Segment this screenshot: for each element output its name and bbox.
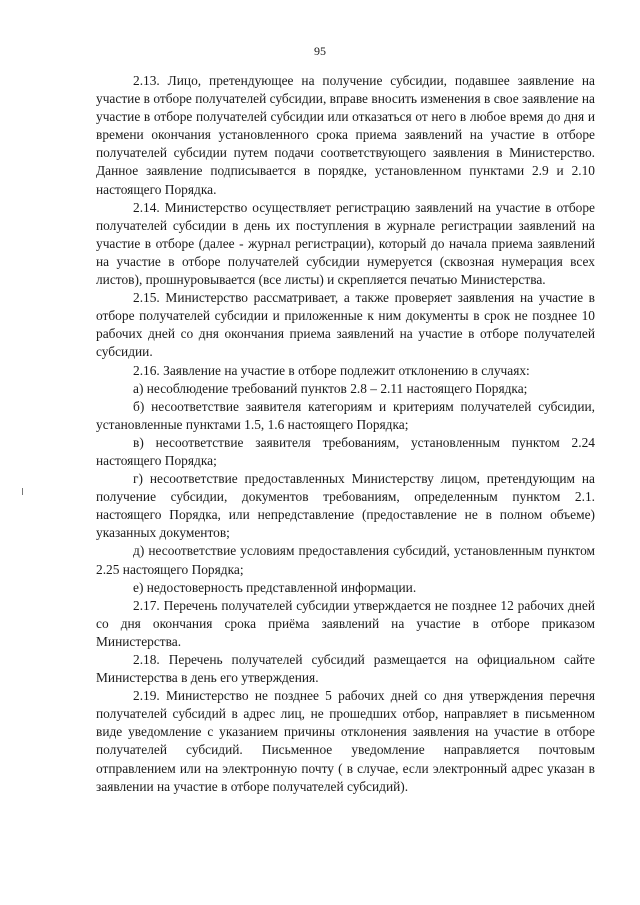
paragraph-2-17: 2.17. Перечень получателей субсидии утверждается не позднее 12 рабочих дней со дня окончания срока приёма заявлений на участие в отборе приказом Министерства. (96, 597, 595, 649)
list-item-g: г) несоответствие предоставленных Министерству лицом, претендующим на получение субсидии, документов требованиям, определенным пунктом 2.1. настоящего Порядка, или непредставление (предоставление не в полном объеме) указанных документов; (96, 471, 595, 541)
list-item-e: е) недостоверность представленной информации. (133, 579, 417, 595)
paragraph-2-14: 2.14. Министерство осуществляет регистрацию заявлений на участие в отборе получателей субсидии в день их поступления в журнале регистрации заявлений на участие в отборе (далее - журнал регистрации), который до начала приема заявлений на участие в отборе получателей субсидии нумеруется (сквозная нумерация всех листов), прошнуровывается (все листы) и скрепляется печатью Министерства. (96, 199, 595, 288)
scan-artifact (22, 488, 23, 495)
list-item-d: д) несоответствие условиям предоставления субсидий, установленным пунктом 2.25 настоящего Порядка; (96, 543, 595, 577)
paragraph-2-16: 2.16. Заявление на участие в отборе подлежит отклонению в случаях: (133, 362, 530, 378)
document-body (96, 72, 595, 796)
paragraph-2-18: 2.18. Перечень получателей субсидий размещается на официальном сайте Министерства в день его утверждения. (96, 652, 595, 686)
list-item-v: в) несоответствие заявителя требованиям, установленным пунктом 2.24 настоящего Порядка; (96, 434, 595, 468)
list-item-a: а) несоблюдение требований пунктов 2.8 – 2.11 настоящего Порядка; (133, 380, 528, 396)
list-item-b: б) несоответствие заявителя категориям и критериям получателей субсидии, установленные пунктами 1.5, 1.6 настоящего Порядка; (96, 398, 595, 432)
paragraph-2-15: 2.15. Министерство рассматривает, а также проверяет заявления на участие в отборе получателей субсидии и приложенные к ним документы в срок не позднее 10 рабочих дней со дня окончания приема заявлений на участие в отборе получателей субсидии. (96, 290, 595, 360)
paragraph-2-19: 2.19. Министерство не позднее 5 рабочих дней со дня утверждения перечня получателей субсидий в адрес лиц, не прошедших отбор, направляет в письменном виде уведомление с указанием причины отклонения заявления на участие в отборе получателей субсидий. Письменное уведомление направляется почтовым отправлением или на электронную почту ( в случае, если электронный адрес указан в заявлении на участие в отборе получателей субсидий). (96, 688, 595, 794)
paragraph-2-13: 2.13. Лицо, претендующее на получение субсидии, подавшее заявление на участие в отборе получателей субсидии, вправе вносить изменения в свое заявление на участие в отборе получателей субсидии или отказаться от него в любое время до дня и времени окончания установленного срока приема заявлений на участие в отборе получателей субсидии путем подачи соответствующего заявления в Министерство. Данное заявление подписывается в порядке, установленном пунктами 2.9 и 2.10 настоящего Порядка. (96, 73, 595, 197)
page-number: 95 (314, 44, 326, 58)
